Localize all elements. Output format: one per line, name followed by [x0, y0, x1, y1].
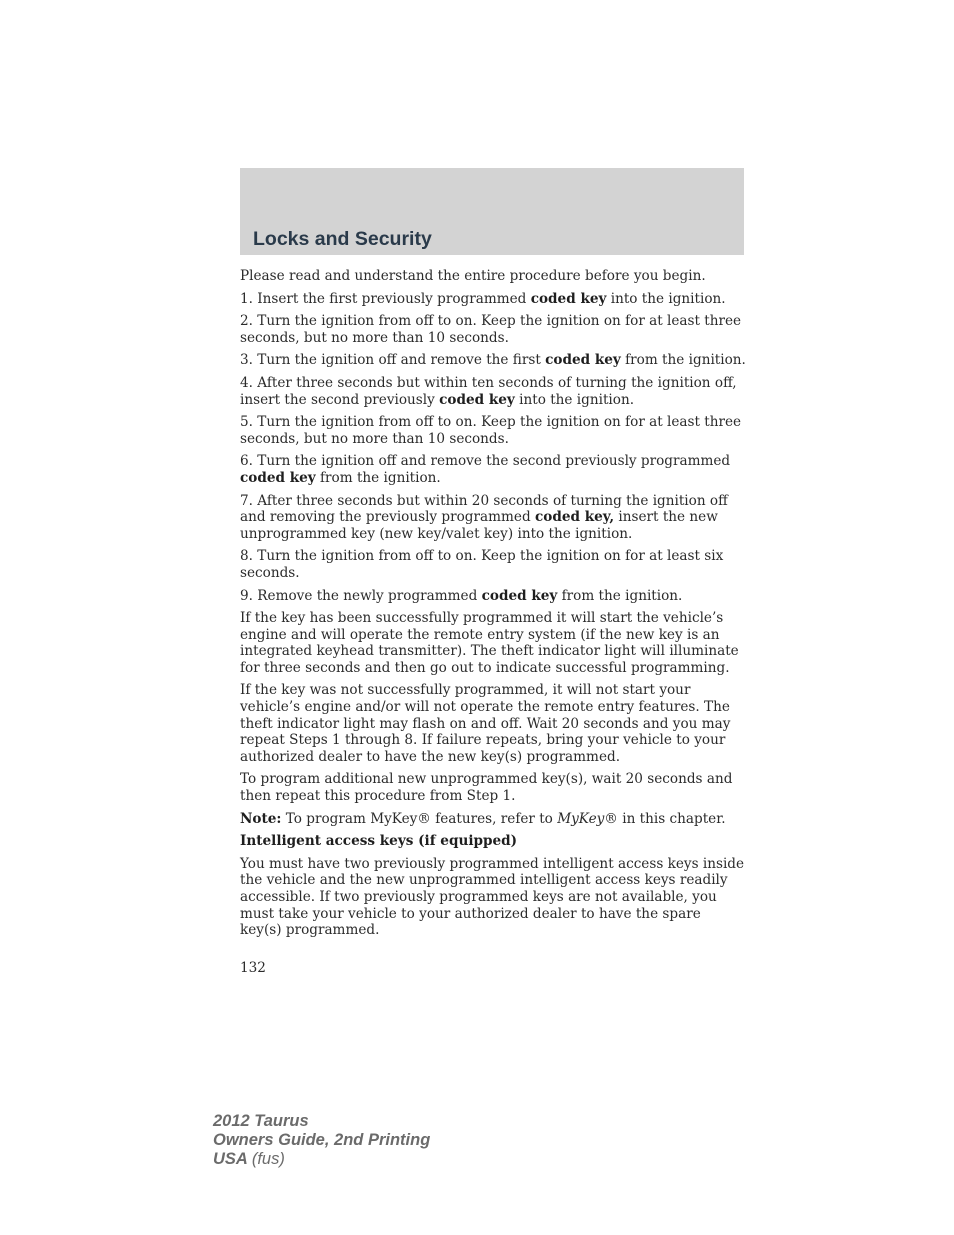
step-9: 9. Remove the newly programmed coded key from the ignition. — [240, 587, 683, 604]
document-footer — [213, 1112, 430, 1169]
page-number: 132 — [240, 960, 266, 976]
step-2: 2. Turn the ignition from off to on. Keep the ignition on for at least three seconds, but no more than 10 seconds. — [240, 313, 742, 346]
note-paragraph: Note: To program MyKey® features, refer to MyKey® in this chapter. — [240, 810, 726, 827]
section-header-band — [240, 168, 744, 255]
success-paragraph: If the key has been successfully programmed it will start the vehicle’s engine and will operate the remote entry system (if the new key is an integrated keyhead transmitter). The theft indicator light will illuminate for three seconds and then go out to indicate successful programming. — [240, 610, 739, 676]
footer-guide-edition: Owners Guide, 2nd Printing — [213, 1131, 431, 1149]
step-6: 6. Turn the ignition off and remove the second previously programmed coded key from the ignition. — [240, 453, 731, 486]
step-8: 8. Turn the ignition from off to on. Keep the ignition on for at least six seconds. — [240, 548, 724, 581]
footer-model: 2012 Taurus — [213, 1112, 309, 1130]
section-title: Locks and Security — [253, 228, 432, 250]
mykey-reference: MyKey® — [557, 810, 618, 827]
step-7: 7. After three seconds but within 20 seconds of turning the ignition off and removing the previously programmed coded key, insert the new unprogrammed key (new key/valet key) into the ignition. — [240, 492, 728, 542]
step-5: 5. Turn the ignition from off to on. Keep the ignition on for at least three seconds, but no more than 10 seconds. — [240, 414, 742, 447]
intro-paragraph: Please read and understand the entire procedure before you begin. — [240, 268, 706, 284]
footer-region: USA (fus) — [213, 1150, 285, 1168]
additional-keys-paragraph: To program additional new unprogrammed key(s), wait 20 seconds and then repeat this procedure from Step 1. — [240, 771, 733, 805]
subheading: Intelligent access keys (if equipped) — [240, 833, 518, 850]
page-content — [240, 268, 746, 945]
step-1: 1. Insert the first previously programmed coded key into the ignition. — [240, 290, 726, 307]
footer-region-code: (fus) — [251, 1150, 285, 1168]
note-label: Note: — [240, 810, 282, 827]
step-3: 3. Turn the ignition off and remove the first coded key from the ignition. — [240, 352, 746, 369]
failure-paragraph: If the key was not successfully programmed, it will not start your vehicle’s engine and/or will not operate the remote entry features. The theft indicator light may flash on and off. Wait 20 seconds and you may repeat Steps 1 through 8. If failure repeats, bring your vehicle to your authorized dealer to have the new key(s) programmed. — [240, 682, 731, 765]
intelligent-access-paragraph: You must have two previously programmed intelligent access keys inside the vehicle and the new unprogrammed intelligent access keys readily accessible. If two previously programmed keys are not available, you must take your vehicle to your authorized dealer to have the spare key(s) programmed. — [240, 855, 745, 939]
step-4: 4. After three seconds but within ten seconds of turning the ignition off, insert the second previously coded key into the ignition. — [240, 374, 737, 408]
